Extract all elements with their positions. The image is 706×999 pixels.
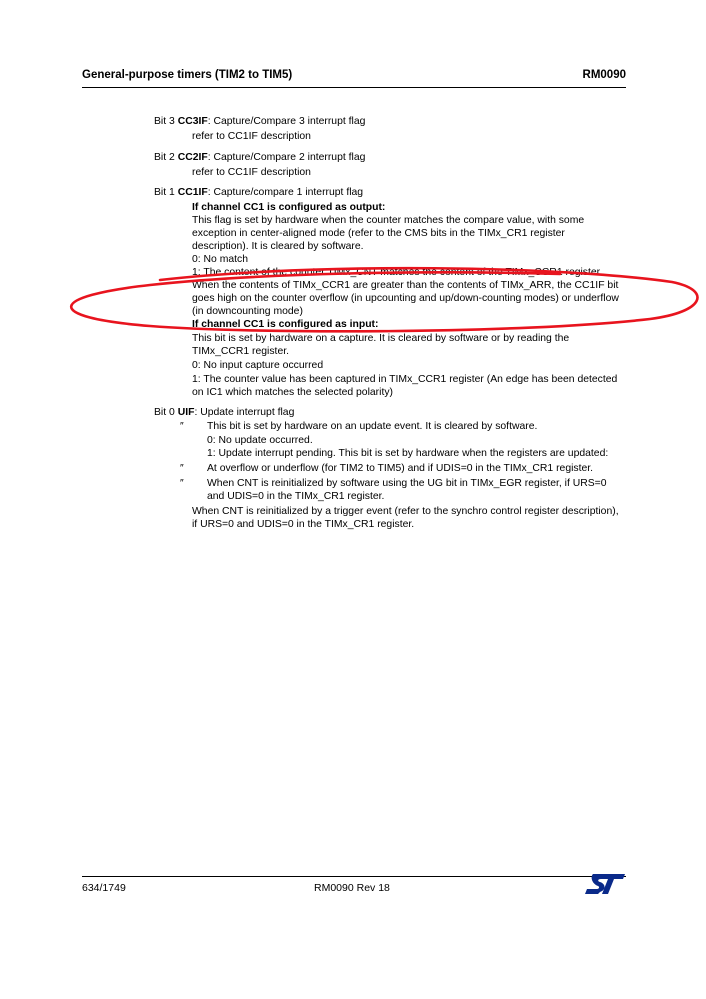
bit0-line: [154, 406, 294, 419]
bit1-output-line: 1: The content of the counter TIMx_CNT matches the content of the TIMx_CCR1 register.: [192, 267, 603, 278]
bit1-line: [154, 186, 363, 199]
bit0-bullet2: At overflow or underflow (for TIM2 to TIM5) and if UDIS=0 in the TIMx_CR1 register.: [207, 463, 594, 474]
bit1-output-line: This flag is set by hardware when the counter matches the compare value, with some: [192, 215, 585, 226]
bit1-input-heading: If channel CC1 is configured as input:: [192, 319, 379, 330]
bit1-input-line: on IC1 which matches the selected polarity): [192, 387, 393, 398]
bit0-trailing: if URS=0 and UDIS=0 in the TIMx_CR1 register.: [192, 519, 415, 530]
bit2-ref: refer to CC1IF description: [192, 167, 311, 178]
header-divider: [82, 87, 626, 88]
bit2-label: Bit 2: [154, 152, 175, 163]
bit1-output-line: When the contents of TIMx_CCR1 are greater than the contents of TIMx_ARR, the CC1IF bit: [192, 280, 619, 291]
bit0-label: Bit 0: [154, 407, 175, 418]
bit3-desc: : Capture/Compare 3 interrupt flag: [207, 116, 366, 127]
bit0-trailing: When CNT is reinitialized by a trigger event (refer to the synchro control register description),: [192, 506, 619, 517]
bit0-name: UIF: [177, 407, 195, 418]
bullet-icon: ″: [180, 463, 184, 474]
bit1-input-line: 1: The counter value has been captured in TIMx_CCR1 register (An edge has been detected: [192, 374, 618, 385]
bit1-output-line: goes high on the counter overflow (in upcounting and up/down-counting modes) or underflow: [192, 293, 619, 304]
bit1-output-line: description). It is cleared by software.: [192, 241, 364, 252]
bullet-icon: ″: [180, 478, 184, 489]
bit2-desc: : Capture/Compare 2 interrupt flag: [207, 152, 366, 163]
bit1-input-line: 0: No input capture occurred: [192, 360, 324, 371]
bit1-output-line: 0: No match: [192, 254, 249, 265]
bit0-bullet1-sub: 1: Update interrupt pending. This bit is set by hardware when the registers are updated:: [207, 448, 609, 459]
bit1-output-heading: If channel CC1 is configured as output:: [192, 202, 386, 213]
bit0-bullet3: and UDIS=0 in the TIMx_CR1 register.: [207, 491, 385, 502]
bit1-output-line: exception in center-aligned mode (refer to the CMS bits in the TIMx_CR1 register: [192, 228, 565, 239]
bullet-icon: ″: [180, 421, 184, 432]
bit3-ref: refer to CC1IF description: [192, 131, 311, 142]
bit1-name: CC1IF: [177, 187, 208, 198]
bit1-desc: : Capture/compare 1 interrupt flag: [207, 187, 364, 198]
bit2-name: CC2IF: [177, 152, 208, 163]
footer-divider: [82, 876, 626, 877]
bit1-input-line: This bit is set by hardware on a capture. It is cleared by software or by reading the: [192, 333, 570, 344]
bit3-line: [154, 115, 365, 128]
st-logo-icon: [584, 872, 626, 896]
bit1-label: Bit 1: [154, 187, 175, 198]
page-header-doc-id: RM0090: [582, 69, 626, 81]
bit3-label: Bit 3: [154, 116, 175, 127]
page-header-title: General-purpose timers (TIM2 to TIM5): [82, 69, 293, 81]
bit0-bullet3: When CNT is reinitialized by software using the UG bit in TIMx_EGR register, if URS=0: [207, 478, 607, 489]
page-number: 634/1749: [82, 882, 126, 894]
bit2-line: [154, 151, 365, 164]
document-revision: RM0090 Rev 18: [314, 882, 390, 894]
bit1-input-line: TIMx_CCR1 register.: [192, 346, 290, 357]
st-logo-shape: [585, 874, 625, 894]
bit0-desc: : Update interrupt flag: [194, 407, 295, 418]
bit3-name: CC3IF: [177, 116, 208, 127]
bit0-bullet1: This bit is set by hardware on an update event. It is cleared by software.: [207, 421, 538, 432]
bit0-bullet1-sub: 0: No update occurred.: [207, 435, 313, 446]
bit1-output-line: (in downcounting mode): [192, 306, 303, 317]
